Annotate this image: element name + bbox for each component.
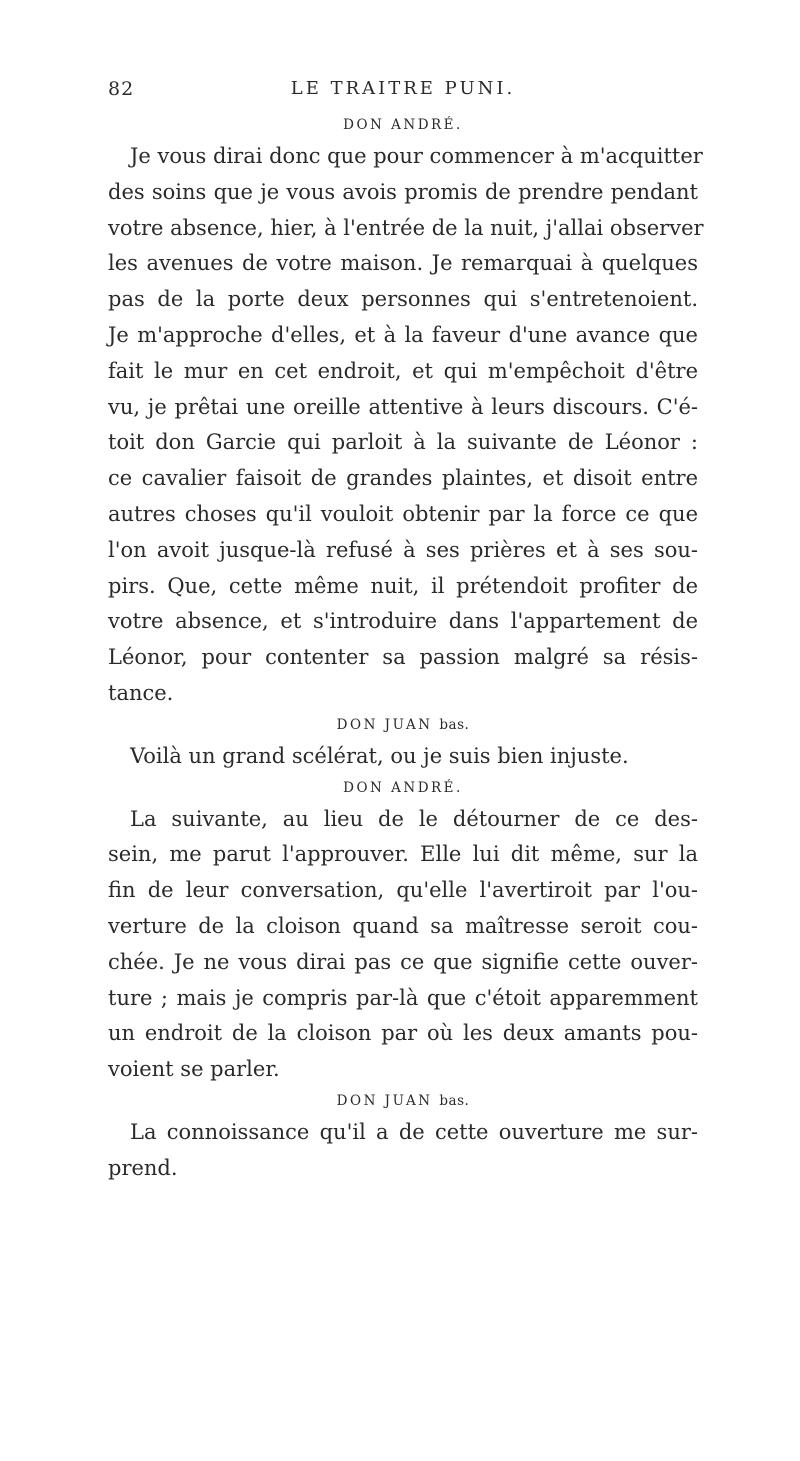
speech-paragraph [108,739,698,775]
speaker-name: DON JUAN [336,716,433,733]
speaker-label [108,112,698,139]
text-line: verture de la cloison quand sa maîtresse seroit cou- [108,913,698,938]
text-line: Léonor, pour contenter sa passion malgré sa résis- [108,645,698,670]
speaker-name: DON JUAN [336,1092,433,1109]
text-line: ce cavalier faisoit de grandes plaintes, et disoit entre [108,466,698,491]
text-line: chée. Je ne vous dirai pas ce que signifie cette ouver- [108,949,698,974]
text-line: pirs. Que, cette même nuit, il prétendoit profiter de [108,573,698,598]
stage-direction: bas. [439,1092,470,1109]
page-number: 82 [108,78,135,100]
text-line: sein, me parut l'approuver. Elle lui dit même, sur la [108,842,698,867]
text-line: l'on avoit jusque-là refusé à ses prières et à ses sou- [108,537,698,562]
running-title: LE TRAITRE PUNI. [290,78,516,99]
text-line: autres choses qu'il vouloit obtenir par la force ce que [108,501,698,526]
speaker-label [108,712,698,739]
speaker-label [108,1088,698,1115]
text-line: vu, je prêtai une oreille attentive à leurs discours. C'é- [108,394,698,419]
text-line: ture ; mais je compris par-là que c'étoit apparemment [108,985,698,1010]
text-line: fait le mur en cet endroit, et qui m'empêchoit d'être [108,358,698,383]
speaker-name: DON ANDRÉ. [343,779,463,796]
text-line: voient se parler. [108,1057,280,1082]
text-line: fin de leur conversation, qu'elle l'avertiroit par l'ou- [108,878,698,903]
text-line: Je vous dirai donc que pour commencer à m'acquitter [130,144,703,168]
page-header [108,78,698,108]
text-line: pas de la porte deux personnes qui s'entretenoient. [108,287,698,312]
stage-direction: bas. [439,716,470,733]
text-line: La connoissance qu'il a de cette ouverture me sur- [130,1119,698,1144]
text-line: des soins que je vous avois promis de prendre pendant [108,179,698,204]
text-line: toit don Garcie qui parloit à la suivante de Léonor : [108,430,698,455]
speech-paragraph [108,1115,698,1187]
text-line: votre absence, hier, à l'entrée de la nuit, j'allai observer [108,215,704,240]
text-line: un endroit de la cloison par où les deux amants pou- [108,1021,698,1046]
dialogue-body [108,112,704,1187]
speaker-name: DON ANDRÉ. [343,117,463,133]
speech-paragraph [108,139,704,712]
text-line: La suivante, au lieu de le détourner de ce des- [130,806,698,831]
speaker-label [108,775,698,802]
speech-paragraph [108,802,698,1088]
text-line: votre absence, et s'introduire dans l'appartement de [108,609,698,634]
text-line: prend. [108,1155,178,1180]
text-line: tance. [108,680,174,705]
text-line: Je m'approche d'elles, et à la faveur d'une avance que [108,322,698,347]
text-line: Voilà un grand scélérat, ou je suis bien injuste. [130,743,629,768]
text-line: les avenues de votre maison. Je remarquai à quelques [108,251,698,276]
